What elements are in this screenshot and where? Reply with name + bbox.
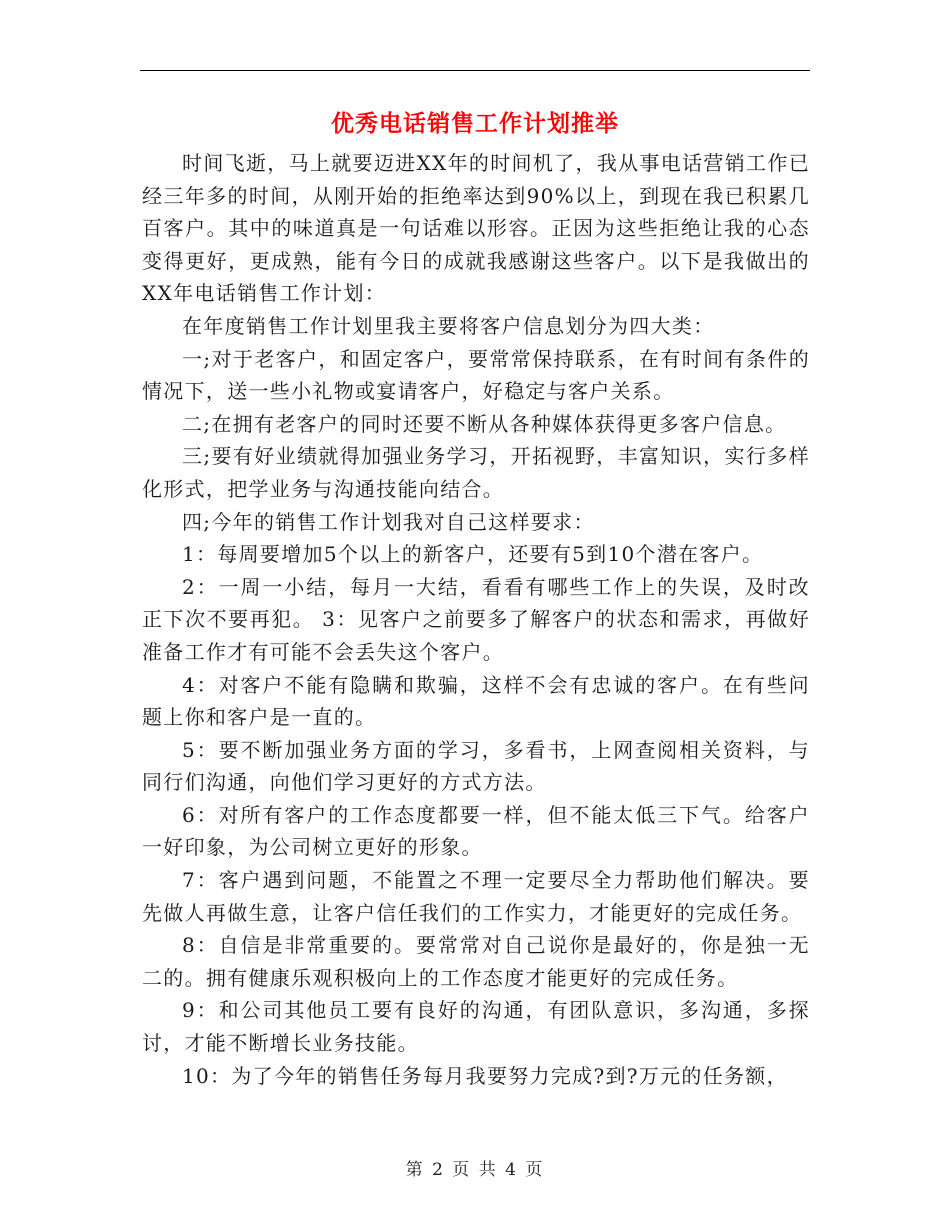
paragraph-goal-8: 8：自信是非常重要的。要常常对自己说你是最好的，你是独一无二的。拥有健康乐观积极向上的工作态度才能更好的完成任务。 xyxy=(142,933,810,990)
document-body xyxy=(142,147,810,1092)
paragraph-goal-6: 6：对所有客户的工作态度都要一样，但不能太低三下气。给客户一好印象，为公司树立更好的形象。 xyxy=(142,802,810,860)
paragraph-goal-4: 4：对客户不能有隐瞒和欺骗，这样不会有忠诚的客户。在有些问题上你和客户是一直的。 xyxy=(142,672,810,730)
paragraph-categories: 在年度销售工作计划里我主要将客户信息划分为四大类： xyxy=(182,313,715,338)
paragraph-item-three: 三;要有好业绩就得加强业务学习，开拓视野，丰富知识，实行多样化形式，把学业务与沟通技能向结合。 xyxy=(142,444,810,501)
paragraph-goal-5: 5：要不断加强业务方面的学习，多看书，上网查阅相关资料，与同行们沟通，向他们学习更好的方式方法。 xyxy=(142,737,810,795)
paragraph-goal-2-3: 2：一周一小结，每月一大结，看看有哪些工作上的失误，及时改正下次不要再犯。 3：见客户之前要多了解客户的状态和需求，再做好准备工作才有可能不会丢失这个客户。 xyxy=(142,574,810,664)
paragraph-goal-7: 7：客户遇到问题，不能置之不理一定要尽全力帮助他们解决。要先做人再做生意，让客户信任我们的工作实力，才能更好的完成任务。 xyxy=(142,868,810,925)
header-rule xyxy=(140,70,810,71)
page-footer: 第 2 页 共 4 页 xyxy=(405,1160,545,1180)
paragraph-goal-9: 9：和公司其他员工要有良好的沟通，有团队意识，多沟通，多探讨，才能不断增长业务技能。 xyxy=(142,998,810,1056)
paragraph-item-four: 四;今年的销售工作计划我对自己这样要求： xyxy=(182,509,595,534)
document-title: 优秀电话销售工作计划推举 xyxy=(331,111,619,137)
paragraph-goal-10: 10：为了今年的销售任务每月我要努力完成?到?万元的任务额， xyxy=(182,1063,788,1088)
paragraph-goal-1: 1：每周要增加5个以上的新客户，还要有5到10个潜在客户。 xyxy=(182,542,764,567)
paragraph-intro: 时间飞逝，马上就要迈进XX年的时间机了，我从事电话营销工作已经三年多的时间，从刚开始的拒绝率达到90%以上，到现在我已积累几百客户。其中的味道真是一句话难以形容。正因为这些拒绝让我的心态变得更好，更成熟，能有今日的成就我感谢这些客户。以下是我做出的XX年电话销售工作计划： xyxy=(142,151,810,306)
paragraph-item-one: 一;对于老客户，和固定客户，要常常保持联系，在有时间有条件的情况下，送一些小礼物或宴请客户，好稳定与客户关系。 xyxy=(142,346,810,404)
paragraph-item-two: 二;在拥有老客户的同时还要不断从各种媒体获得更多客户信息。 xyxy=(182,411,787,436)
